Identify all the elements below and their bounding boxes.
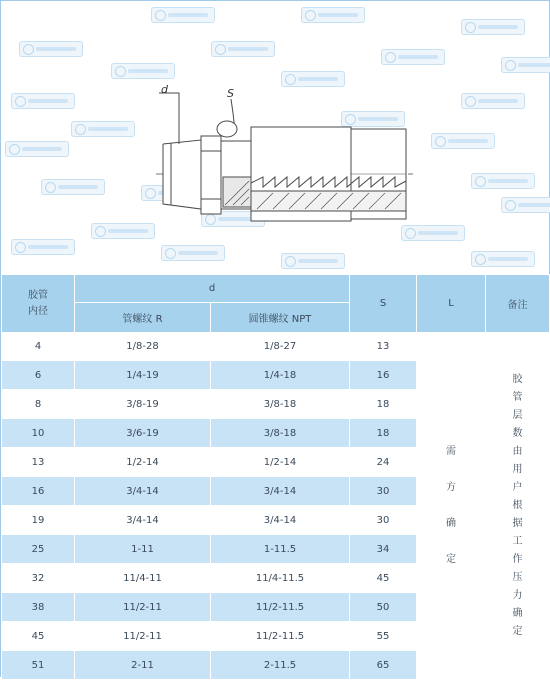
cell-bore: 32 bbox=[2, 564, 75, 593]
cell-thread-npt: 11/2-11.5 bbox=[211, 622, 350, 651]
cell-s: 16 bbox=[350, 361, 417, 390]
cell-thread-npt: 3/4-14 bbox=[211, 506, 350, 535]
cell-s: 18 bbox=[350, 419, 417, 448]
cell-s: 45 bbox=[350, 564, 417, 593]
cell-thread-npt: 11/4-11.5 bbox=[211, 564, 350, 593]
cell-bore: 13 bbox=[2, 448, 75, 477]
cell-thread-npt: 1-11.5 bbox=[211, 535, 350, 564]
cell-bore: 51 bbox=[2, 651, 75, 680]
cell-thread-npt: 1/4-18 bbox=[211, 361, 350, 390]
header-hose-bore: 胶管 内径 bbox=[2, 275, 75, 333]
cell-bore: 10 bbox=[2, 419, 75, 448]
header-s: S bbox=[350, 275, 417, 333]
cell-s: 65 bbox=[350, 651, 417, 680]
cell-bore: 19 bbox=[2, 506, 75, 535]
cell-thread-r: 1/2-14 bbox=[75, 448, 211, 477]
cell-bore: 4 bbox=[2, 333, 75, 361]
cell-thread-r: 3/4-14 bbox=[75, 506, 211, 535]
drawing-area bbox=[1, 1, 549, 273]
cell-l-note bbox=[417, 333, 486, 680]
cell-s: 30 bbox=[350, 477, 417, 506]
header-taper-thread: 圆锥螺纹 NPT bbox=[211, 303, 350, 333]
cell-thread-r: 3/4-14 bbox=[75, 477, 211, 506]
cell-s: 24 bbox=[350, 448, 417, 477]
cell-s: 34 bbox=[350, 535, 417, 564]
cell-thread-npt: 3/8-18 bbox=[211, 390, 350, 419]
cell-thread-r: 11/2-11 bbox=[75, 622, 211, 651]
cell-s: 55 bbox=[350, 622, 417, 651]
label-s: S bbox=[227, 87, 234, 100]
label-d: d bbox=[161, 83, 168, 96]
fitting-drawing bbox=[1, 1, 549, 273]
table-row bbox=[2, 333, 550, 361]
cell-thread-npt: 1/8-27 bbox=[211, 333, 350, 361]
cell-thread-r: 2-11 bbox=[75, 651, 211, 680]
cell-bore: 16 bbox=[2, 477, 75, 506]
header-l: L bbox=[417, 275, 486, 333]
header-remarks: 备注 bbox=[486, 275, 550, 333]
cell-thread-npt: 3/4-14 bbox=[211, 477, 350, 506]
cell-s: 30 bbox=[350, 506, 417, 535]
remarks-note-text: 胶管层数由用户根据工作压力确定 bbox=[512, 374, 523, 637]
cell-remarks-note bbox=[486, 333, 550, 680]
cell-thread-r: 1/8-28 bbox=[75, 333, 211, 361]
cell-s: 18 bbox=[350, 390, 417, 419]
cell-thread-npt: 1/2-14 bbox=[211, 448, 350, 477]
cell-thread-npt: 2-11.5 bbox=[211, 651, 350, 680]
cell-thread-r: 3/8-19 bbox=[75, 390, 211, 419]
cell-bore: 6 bbox=[2, 361, 75, 390]
header-d: d bbox=[75, 275, 350, 303]
cell-s: 13 bbox=[350, 333, 417, 361]
cell-bore: 45 bbox=[2, 622, 75, 651]
cell-bore: 38 bbox=[2, 593, 75, 622]
cell-thread-r: 11/2-11 bbox=[75, 593, 211, 622]
cell-thread-r: 1-11 bbox=[75, 535, 211, 564]
cell-thread-r: 11/4-11 bbox=[75, 564, 211, 593]
cell-s: 50 bbox=[350, 593, 417, 622]
cell-thread-npt: 3/8-18 bbox=[211, 419, 350, 448]
cell-bore: 25 bbox=[2, 535, 75, 564]
header-pipe-thread: 管螺纹 R bbox=[75, 303, 211, 333]
cell-thread-npt: 11/2-11.5 bbox=[211, 593, 350, 622]
cell-thread-r: 3/6-19 bbox=[75, 419, 211, 448]
spec-table bbox=[1, 274, 550, 680]
cell-bore: 8 bbox=[2, 390, 75, 419]
cell-thread-r: 1/4-19 bbox=[75, 361, 211, 390]
l-note-text: 需方确定 bbox=[446, 446, 457, 565]
